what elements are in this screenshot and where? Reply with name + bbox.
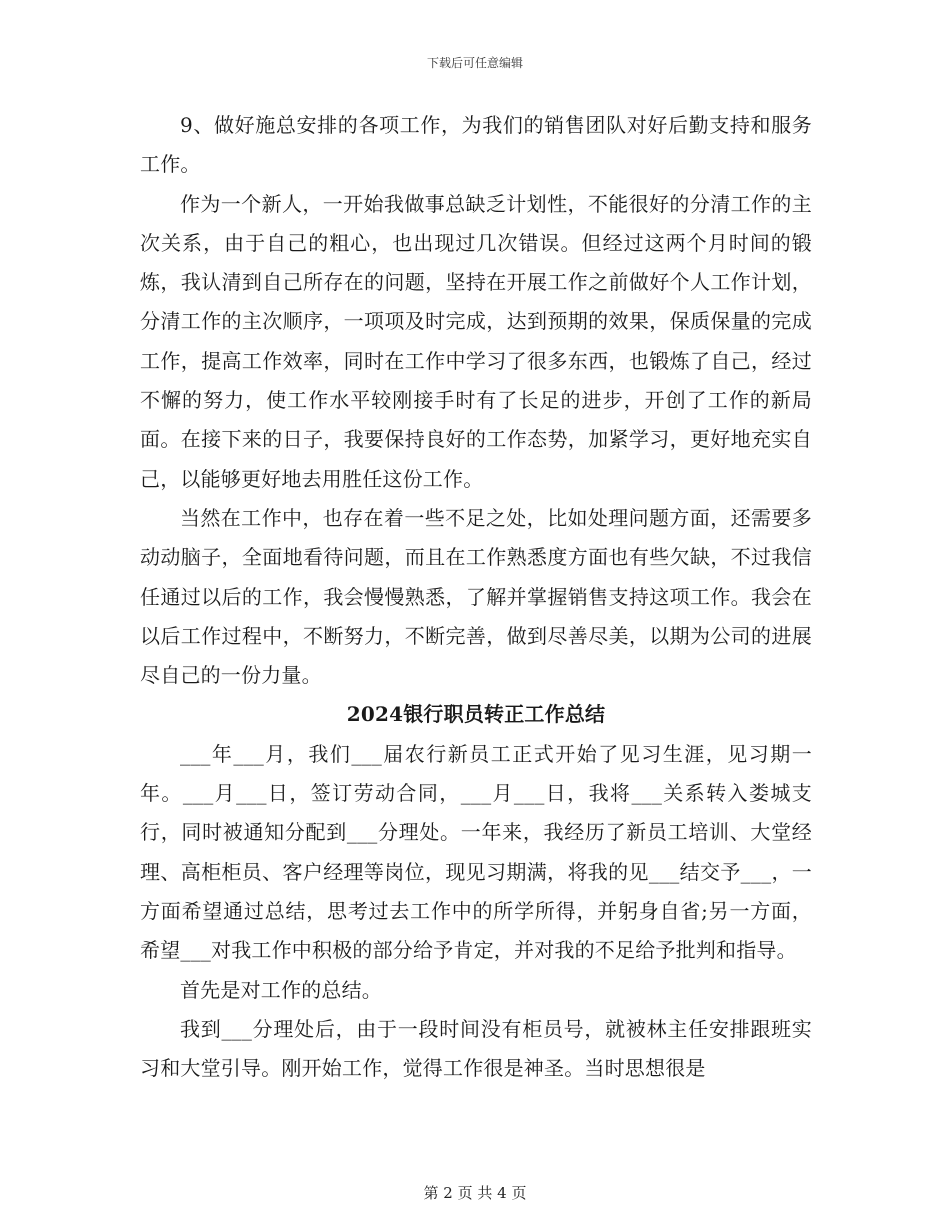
paragraph-4: ___年___月，我们___届农行新员工正式开始了见习生涯，见习期一年。___月___日，签订劳动合同，___月___日，我将___关系转入娄城支行，同时被通知分配到___分理处。一年来，我经历了新员工培训、大堂经理、高柜柜员、客户经理等岗位，现见习期满，将我的见___结交予___，一方面希望通过总结，思考过去工作中的所学所得，并躬身自省;另一方面，希望___对我工作中积极的部分给予肯定，并对我的不足给予批判和指导。	[140, 741, 812, 963]
paragraph-1: 9、做好施总安排的各项工作，为我们的销售团队对好后勤支持和服务工作。	[140, 113, 812, 177]
paragraph-2: 作为一个新人，一开始我做事总缺乏计划性，不能很好的分清工作的主次关系，由于自己的粗心，也出现过几次错误。但经过这两个月时间的锻炼，我认清到自己所存在的问题，坚持在开展工作之前做好个人工作计划，分清工作的主次顺序，一项项及时完成，达到预期的效果，保质保量的完成工作，提高工作效率，同时在工作中学习了很多东西，也锻炼了自己，经过不懈的努力，使工作水平较刚接手时有了长足的进步，开创了工作的新局面。在接下来的日子，我要保持良好的工作态势，加紧学习，更好地充实自己，以能够更好地去用胜任这份工作。	[140, 191, 812, 491]
document-body	[140, 106, 812, 1088]
paragraph-5: 首先是对工作的总结。	[180, 977, 382, 1002]
paragraph-6: 我到___分理处后，由于一段时间没有柜员号，就被林主任安排跟班实习和大堂引导。刚开始工作，觉得工作很是神圣。当时思想很是	[140, 1016, 812, 1081]
page-footer: 第 2 页 共 4 页	[423, 1184, 527, 1202]
section-title: 2024银行职员转正工作总结	[346, 702, 606, 727]
page-header: 下载后可任意编辑	[426, 56, 523, 70]
paragraph-3: 当然在工作中，也存在着一些不足之处，比如处理问题方面，还需要多动动脑子，全面地看待问题，而且在工作熟悉度方面也有些欠缺，不过我信任通过以后的工作，我会慢慢熟悉，了解并掌握销售支持这项工作。我会在以后工作过程中，不断努力，不断完善，做到尽善尽美，以期为公司的进展尽自己的一份力量。	[140, 505, 812, 688]
